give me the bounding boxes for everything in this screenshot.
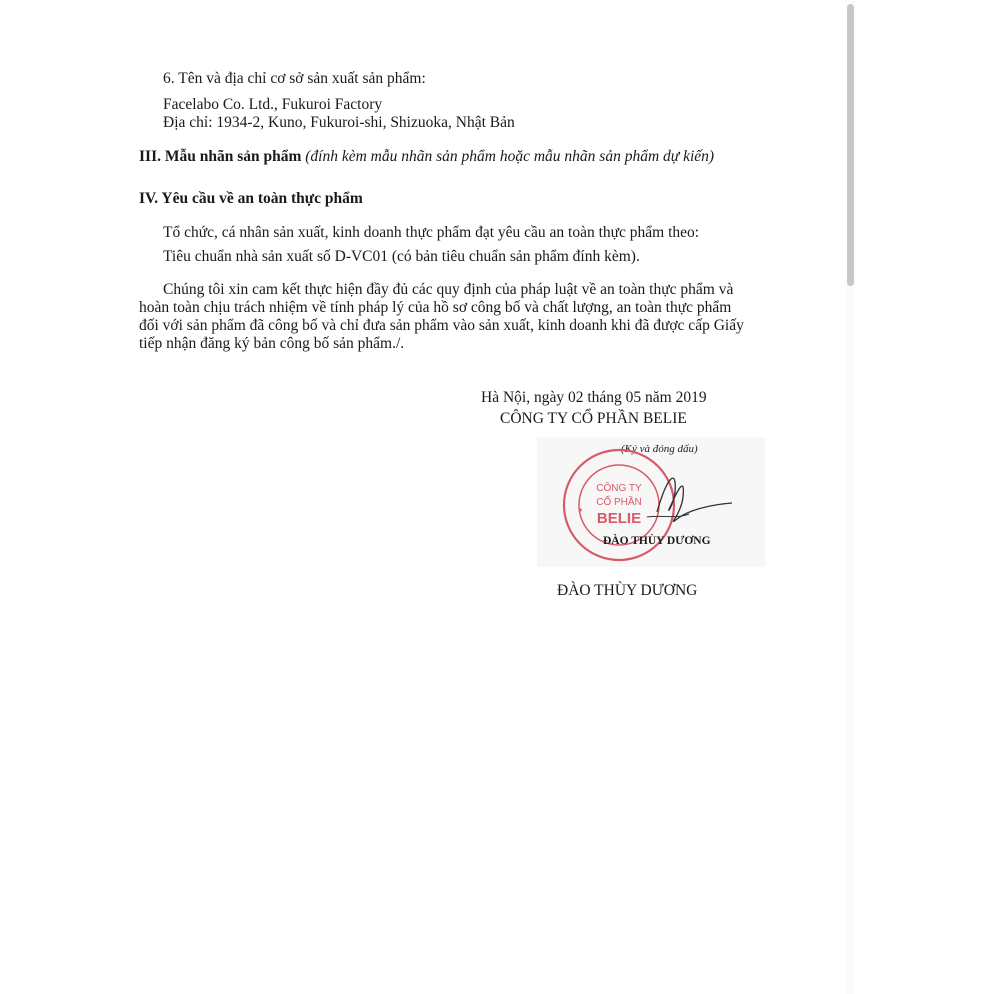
handwritten-signature-icon <box>637 457 747 537</box>
signature-stamp-image <box>537 437 765 567</box>
sign-and-seal-caption: (Ký và đóng dấu) <box>621 443 698 455</box>
commitment-line-4: tiếp nhận đăng ký bản công bố sản phẩm./. <box>139 335 405 352</box>
scrollbar-thumb[interactable] <box>847 4 854 286</box>
signature-company: CÔNG TY CỔ PHẦN BELIE <box>500 410 687 427</box>
manufacturer-address: Địa chỉ: 1934-2, Kuno, Fukuroi-shi, Shizuoka, Nhật Bản <box>163 114 515 131</box>
section-4-title: IV. Yêu cầu về an toàn thực phẩm <box>139 190 363 207</box>
section-6-heading: 6. Tên và địa chỉ cơ sở sản xuất sản phẩm: <box>163 70 426 87</box>
commitment-line-3: đối với sản phẩm đã công bố và chỉ đưa sản phẩm vào sản xuất, kinh doanh khi đã được cấp Giấy <box>139 317 744 334</box>
seal-text-2: CỔ PHẦN <box>596 497 642 508</box>
section-3-heading <box>139 148 714 166</box>
section-3-title: III. Mẫu nhãn sản phẩm <box>139 148 302 165</box>
signature-date: Hà Nội, ngày 02 tháng 05 năm 2019 <box>481 389 707 406</box>
signer-name: ĐÀO THÙY DƯƠNG <box>557 582 698 599</box>
manufacturer-name: Facelabo Co. Ltd., Fukuroi Factory <box>163 96 383 113</box>
commitment-line-1: Chúng tôi xin cam kết thực hiện đầy đủ các quy định của pháp luật về an toàn thực phẩm và <box>163 281 734 298</box>
svg-text:✶: ✶ <box>577 506 584 515</box>
seal-text-3: BELIE <box>596 510 642 527</box>
seal-text-1: CÔNG TY <box>596 483 642 494</box>
stamped-signer-name: ĐÀO THÙY DƯƠNG <box>603 535 711 547</box>
section-3-note: (đính kèm mẫu nhãn sản phẩm hoặc mẫu nhãn sản phẩm dự kiến) <box>305 148 715 165</box>
section-4-line-1: Tổ chức, cá nhân sản xuất, kinh doanh thực phẩm đạt yêu cầu an toàn thực phẩm theo: <box>163 224 700 241</box>
commitment-line-2: hoàn toàn chịu trách nhiệm về tính pháp lý của hồ sơ công bố và chất lượng, an toàn thực phẩm <box>139 299 732 316</box>
section-4-line-2: Tiêu chuẩn nhà sản xuất số D-VC01 (có bản tiêu chuẩn sản phẩm đính kèm). <box>163 248 640 265</box>
